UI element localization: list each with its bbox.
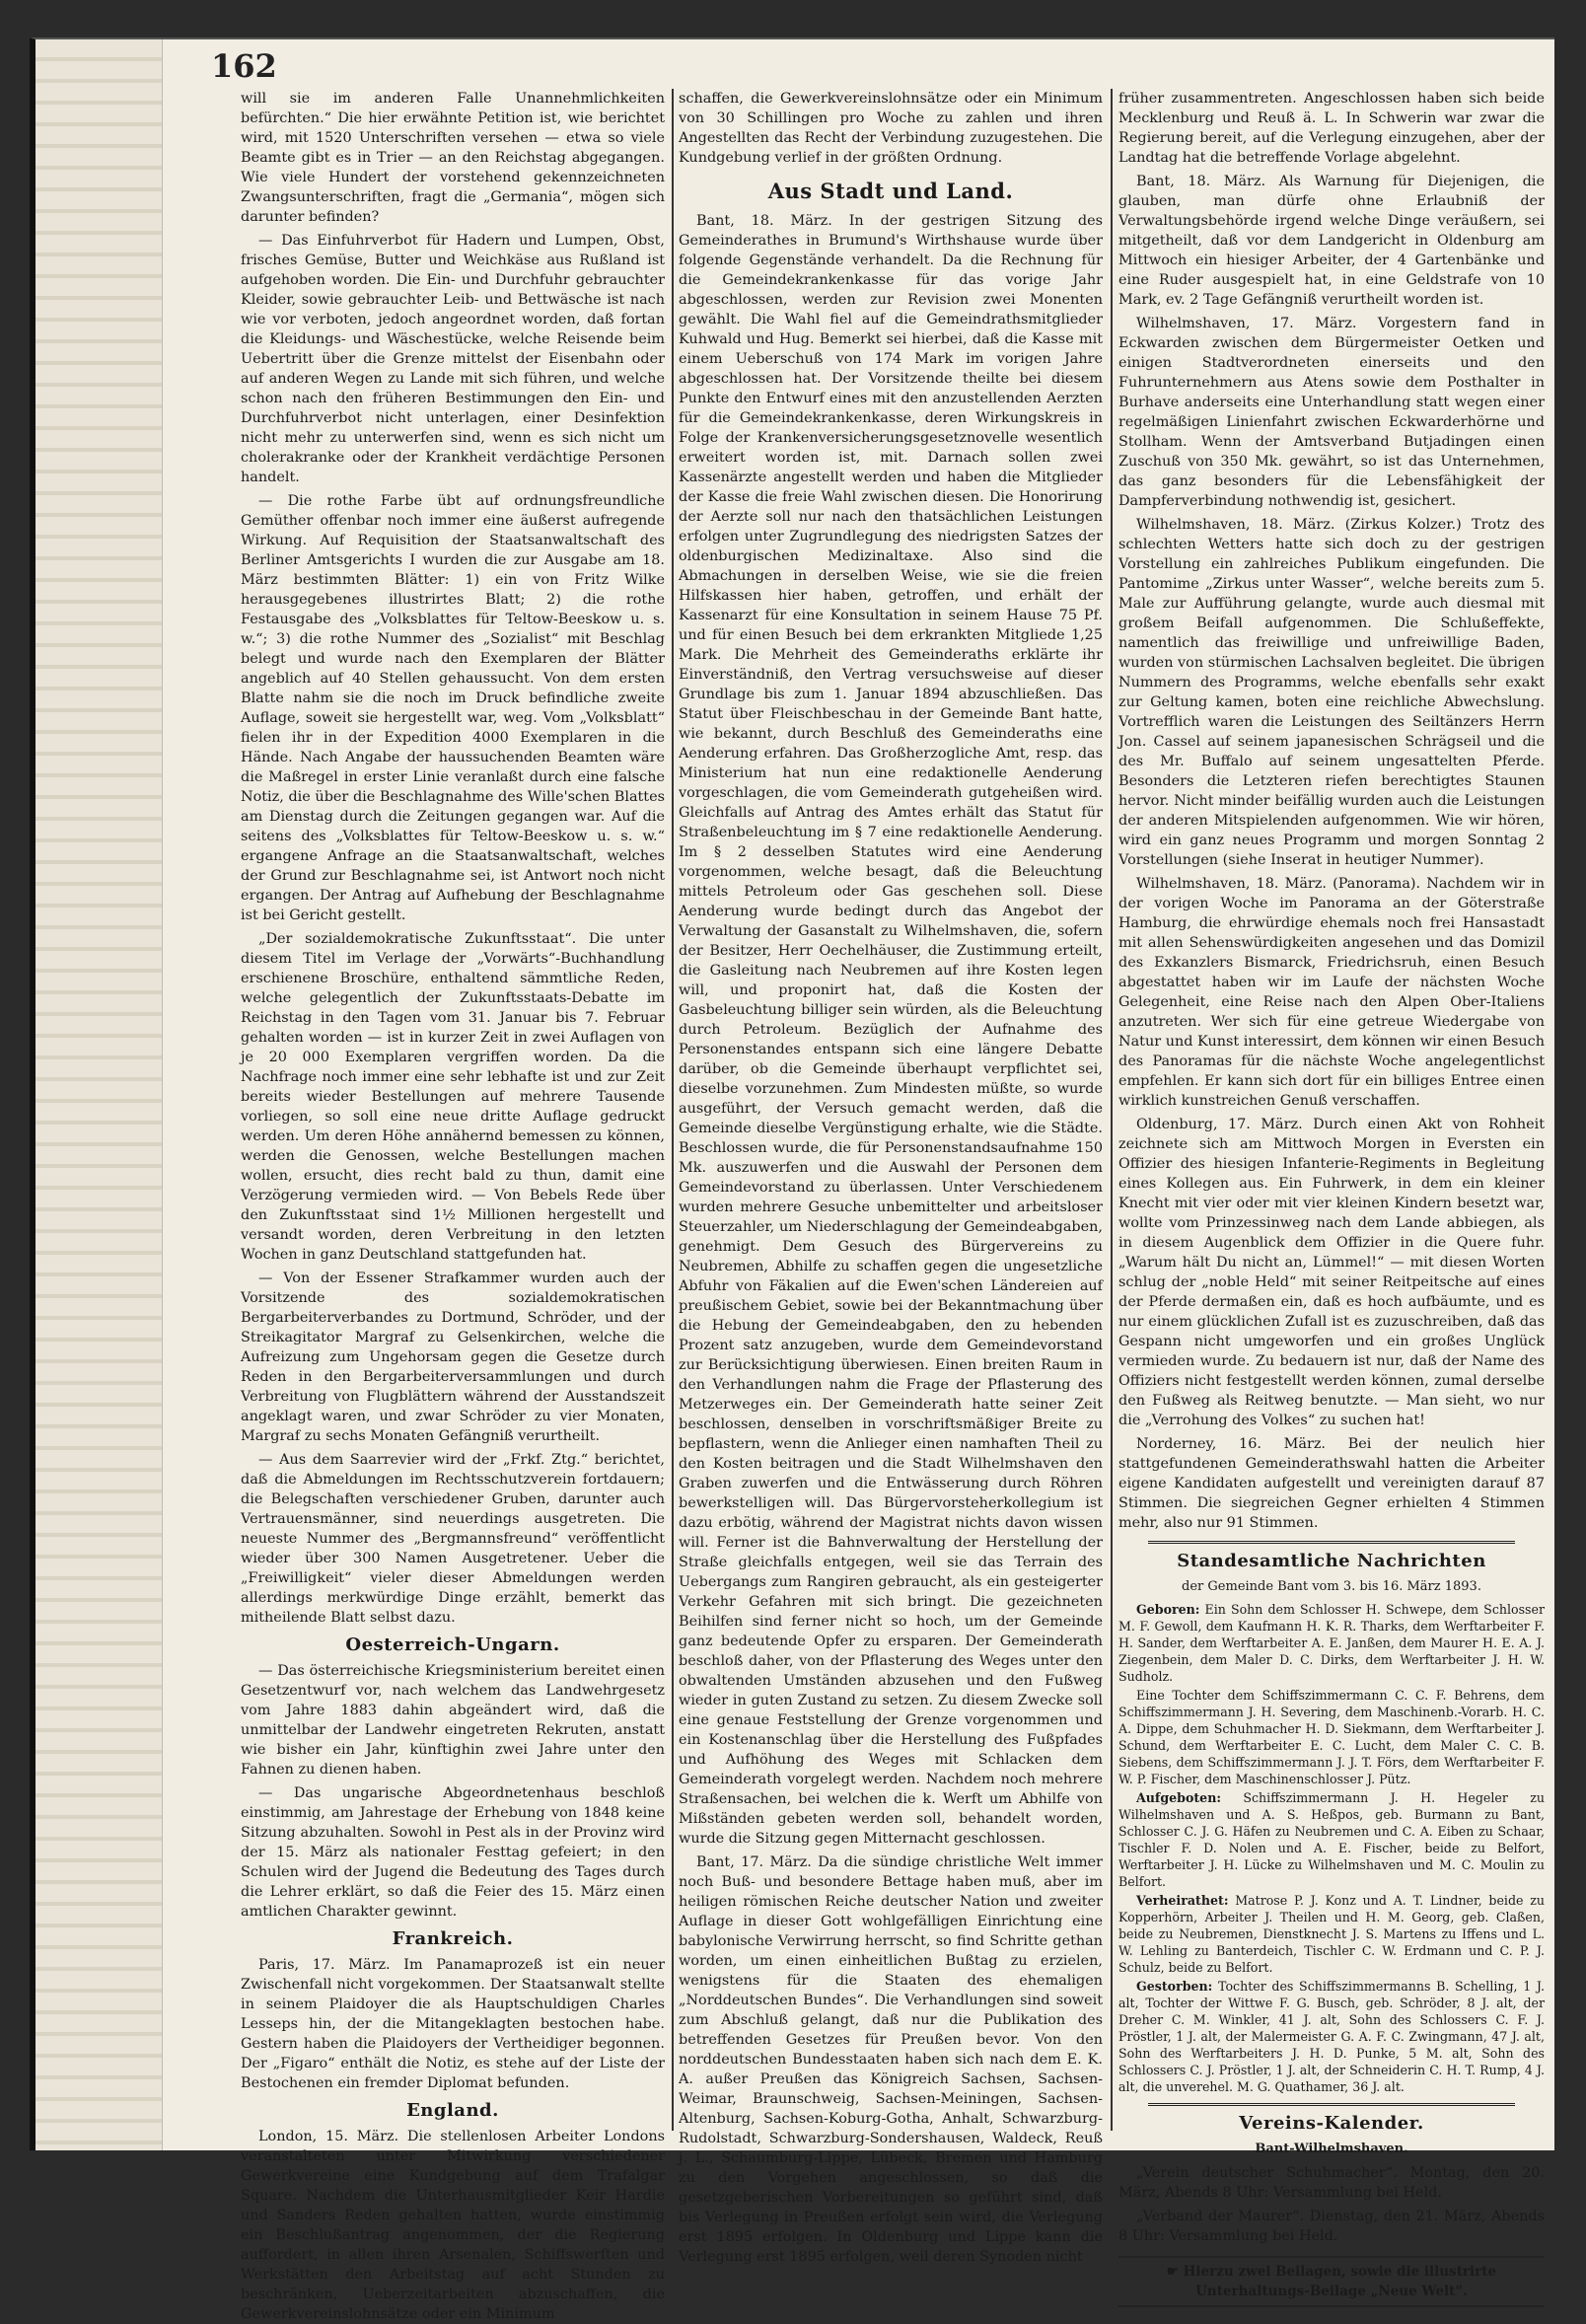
article-paragraph: will sie im anderen Falle Unannehmlichkeiten befürchten.“ Die hier erwähnte Petition ist, wie berichtet wird, mit 1520 Unterschriften versehen — etwa so viele Beamte gibt es in Trier — an den Reichstag abgegangen. Wie viele Hundert der vorstehend gekennzeichneten Zwangsunterschriften, fragt die „Germania“, mögen sich darunter befinden? [241,91,665,225]
article-paragraph: Paris, 17. März. Im Panamaprozeß ist ein neuer Zwischenfall nicht vorgekommen. Der Staatsanwalt stellte in seinem Plaidoyer die als Hauptschuldigen Charles Lesseps hin, der die Mitangeklagten bestochen habe. Gestern haben die Plaidoyers der Vertheidiger begonnen. Der „Figaro“ enthält die Notiz, es stehe auf der Liste der Bestochenen ein fremder Diplomat befunden. [241,1957,665,2091]
article-paragraph: Bant, 17. März. Da die sündige christliche Welt immer noch Buß- und besondere Bettage haben muß, aber im heiligen römischen Reiche deutscher Nation und zweiter Auflage in dieser Gott wohlgefälligen Einrichtung eine babylonische Verwirrung herrscht, so find Schritte gethan worden, um einen einheitlichen Bußtag zu erzielen, wenigstens für die Staaten des ehemaligen „Norddeutschen Bundes“. Die Verhandlungen sind soweit zum Abschluß gelangt, daß nur die Publikation des betreffenden Gesetzes für Preußen bevor. Von den norddeutschen Bundesstaaten haben sich nach dem E. K. A. außer Preußen das Königreich Sachsen, Sachsen-Weimar, Braunschweig, Sachsen-Meiningen, Sachsen-Altenburg, Sachsen-Koburg-Gotha, Anhalt, Schwarzburg-Rudolstadt, Schwarzburg-Sondershausen, Waldeck, Reuß j. L., Schaumburg-Lippe, Lübeck, Bremen und Hamburg zu den Vorgehen angeschlossen, so daß die gesetzgeberischen Vorbereitungen so geführt sind, daß bis Verlegung in Preußen erfolgt sein wird, die Verlegung erst 1895 erfolgen. In Oldenburg und Lippe kann die Verlegung erst 1895 erfolgen, weil deren Synoden nicht [679,1854,1103,2265]
article-paragraph: — Die rothe Farbe übt auf ordnungsfreundliche Gemüther offenbar noch immer eine äußerst aufregende Wirkung. Auf Requisition der Staatsanwaltschaft des Berliner Amtsgerichts I wurden die zur Ausgabe am 18. März bestimmten Blätter: 1) ein von Fritz Wilke herausgegebenes illustrirtes Blatt; 2) die rothe Festausgabe des „Volksblattes für Teltow-Beeskow u. s. w.“; 3) die rothe Nummer des „Sozialist“ mit Beschlag belegt und wurde nach den Exemplaren der Blätter angeblich auf 40 Stellen gehaussucht. Von dem ersten Blatte nahm sie die noch im Druck befindliche zweite Auflage, soweit sie hergestellt war, weg. Vom „Volksblatt“ fielen ihr in der Expedition 4000 Exemplaren in die Hände. Nach Angabe der haussuchenden Beamten wäre die Maßregel in erster Linie veranlaßt durch eine falsche Notiz, die über die Beschlagnahme des Wille'schen Blattes am Dienstag durch die Zeitungen gegangen war. Auf die seitens des „Volksblattes für Teltow-Beeskow u. s. w.“ ergangene Anfrage an die Staatsanwaltschaft, welches der Grund zur Beschlagnahme sei, ist Antwort noch nicht ergangen. Der Antrag auf Aufhebung der Beschlagnahme ist bei Gericht gestellt. [241,493,665,923]
registry-text: Schiffszimmermann J. H. Hegeler zu Wilhelmshaven und A. S. Heßpos, geb. Burmann zu Bant, Schlosser C. J. G. Häfen zu Neubremen und C. A. Eiben zu Schaar, Tischler F. D. Nolen und A. E. Fischer, beide zu Belfort, Werftarbeiter J. H. Lücke zu Wilhelmshaven und M. C. Moulin zu Belfort. [1118,1790,1545,1889]
section-divider [1148,1541,1515,1544]
section-divider [1148,2103,1515,2106]
newspaper-page [30,37,1554,2322]
section-heading-stadt-und-land: Aus Stadt und Land. [767,179,1014,203]
page-number: 162 [211,47,277,85]
registry-text: Eine Tochter dem Schiffszimmermann C. C. F. Behrens, dem Schiffszimmermann J. H. Severing, dem Maschinenb.-Vorarb. H. C. A. Dippe, dem Schuhmacher H. D. Siekmann, dem Werftarbeiter J. Schund, dem Werftarbeiter E. C. Lucht, dem Maler C. C. B. Siebens, dem Schiffszimmermann J. J. T. Förs, dem Werftarbeiter F. W. P. Fischer, dem Maschinenschlosser J. Pütz. [1118,1688,1545,1786]
column-1 [241,89,665,2322]
section-subtitle: der Gemeinde Bant vom 3. bis 16. März 1893. [1182,1579,1481,1594]
article-paragraph: London, 15. März. Die stellenlosen Arbeiter Londons veranstalteten unter Mitwirkung verschiedener Gewerkvereine eine Kundgebung auf dem Trafalgar Square. Nachdem die Unterhausmitglieder Keir Hardie und Sanders Reden gehalten hatten, wurde einstimmig ein Beschlußantrag angenommen, der die Regierung auffordert, in allen ihren Arsenalen, Schiffswerften und Werkstätten den Arbeitstag auf acht Stunden zu beschränken, Ueberzeitarbeiten abzuschaffen, die Gewerkvereinslohnsätze oder ein Minimum [241,2129,665,2322]
section-heading-standesamt: Standesamtliche Nachrichten [1177,1551,1486,1571]
article-paragraph: Wilhelmshaven, 18. März. (Zirkus Kolzer.) Trotz des schlechten Wetters hatte sich doch zu der gestrigen Vorstellung ein zahlreiches Publikum eingefunden. Die Pantomime „Zirkus unter Wasser“, welche bereits zum 5. Male zur Aufführung gelangte, wurde auch diesmal mit großem Beifall aufgenommen. Die Schlußeffekte, namentlich das freiwillige und unfreiwillige Baden, wurden von stürmischen Lachsalven begleitet. Die übrigen Nummern des Programms, welche ebenfalls sehr exakt zur Geltung kamen, boten eine reichliche Abwechslung. Vortrefflich waren die Leistungen des Seiltänzers Herrn Jon. Cassel auf seinem japanesischen Schrägseil und die des Mr. Buffalo auf seinem ungesattelten Pferde. Besonders die Letzteren riefen berechtigtes Staunen hervor. Nicht minder beifällig wurden auch die Leistungen der anderen Mitspielenden aufgenommen. Wie wir hören, wird ein ganz neues Programm und morgen Sonntag 2 Vorstellungen (siehe Inserat in heutiger Nummer). [1118,517,1545,868]
registry-entry [1118,1687,1545,1787]
registry-entry [1118,1601,1545,1685]
article-paragraph: — Von der Essener Strafkammer wurden auch der Vorsitzende des sozialdemokratischen Bergarbeiterverbandes zu Dortmund, Schröder, und der Streikagitator Margraf zu Gelsenkirchen, welche die Aufreizung zum Ungehorsam gegen die Gesetze durch Reden in den Bergarbeiterversammlungen und durch Verbreitung von Flugblättern während der Ausstandszeit angeklagt waren, und zwar Schröder zu vier Monaten, Margraf zu sechs Monaten Gefängniß verurtheilt. [241,1271,665,1444]
article-paragraph: — Das ungarische Abgeordnetenhaus beschloß einstimmig, am Jahrestage der Erhebung von 1848 keine Sitzung abzuhalten. Sowohl in Pest als in der Provinz wird der 15. März als nationaler Festtag gefeiert; in den Schulen wird der Jugend die Bedeutung des Tages durch die Lehrer erklärt, so daß die Feier des 15. März einen amtlichen Charakter gewinnt. [241,1785,665,1920]
registry-text: Matrose P. J. Konz und A. T. Lindner, beide zu Kopperhörn, Arbeiter J. Theilen und H. M. Georg, geb. Claßen, beide zu Neubremen, Dienstknecht J. S. Martens zu Iffens und L. W. Lehling zu Banterdeich, Tischler C. W. Erdmann und C. P. J. Schulz, beide zu Belfort. [1118,1893,1545,1975]
civil-registry-list [1118,1601,1545,2095]
registry-entry [1118,1978,1545,2095]
column-2 [679,89,1103,2265]
article-paragraph: schaffen, die Gewerkvereinslohnsätze oder ein Minimum von 30 Schillingen pro Woche zu zahlen und ihren Angestellten das Recht der Verbindung zuzugestehen. Die Kundgebung verlief in der größten Ordnung. [679,91,1103,166]
calendar-entry: „Verein deutscher Schuhmacher“. Montag, den 20. März, Abends 8 Uhr: Versammlung bei Held. [1118,2165,1545,2201]
binding-margin [36,39,163,2150]
article-paragraph: Wilhelmshaven, 17. März. Vorgestern fand in Eckwarden zwischen dem Bürgermeister Oetken und einigen Stadtverordneten einerseits und den Fuhrunternehmern aus Atens sowie dem Posthalter in Burhave anderseits eine Unterhandlung statt wegen einer regelmäßigen Linienfahrt zwischen Eckwarderhörne und Stollham. Wenn der Amtsverband Butjadingen einen Zuschuß von 350 Mk. gewährt, so ist das Unternehmen, das ganz besonders für die Lebensfähigkeit der Dampferverbindung nothwendig ist, gesichert. [1118,316,1545,509]
section-heading-frankreich: Frankreich. [392,1928,514,1949]
article-paragraph: — Aus dem Saarrevier wird der „Frkf. Ztg.“ berichtet, daß die Abmeldungen im Rechtsschutzverein fortdauern; die Belegschaften verschiedener Gruben, darunter auch Vertrauensmänner, sind neuerdings ausgetreten. Die neueste Nummer des „Bergmannsfreund“ veröffentlicht wieder über 300 Namen Ausgetretener. Ueber die „Freiwilligkeit“ vieler dieser Abmeldungen werden allerdings merkwürdige Dinge erzählt, bemerkt das mitheilende Blatt selbst dazu. [241,1452,665,1626]
calendar-entry: „Verband der Maurer“. Dienstag, den 21. März, Abends 8 Uhr: Versammlung bei Held. [1118,2209,1545,2244]
registry-text: Tochter des Schiffszimmermanns B. Schelling, 1 J. alt, Tochter der Wittwe F. G. Busch, geb. Schröder, 8 J. alt, der Dreher C. M. Winkler, 41 J. alt, Sohn des Schlossers C. F. J. Pröstler, 1 J. alt, der Malermeister G. A. F. C. Zwingmann, 47 J. alt, Sohn des Werftarbeiters J. H. D. Punke, 5 M. alt, Sohn des Schlossers C. J. Pröstler, 1 J. alt, der Schneiderin C. H. T. Rump, 4 J. alt, die unverehel. M. G. Quathamer, 36 J. alt. [1118,1979,1545,2094]
registry-entry [1118,1789,1545,1890]
section-heading-oesterreich: Oesterreich-Ungarn. [345,1634,560,1655]
article-paragraph: „Der sozialdemokratische Zukunftsstaat“. Die unter diesem Titel im Verlage der „Vorwärts“-Buchhandlung erschienene Broschüre, enthaltend sämmtliche Reden, welche gelegentlich der Zukunftsstaats-Debatte im Reichstag in den Tagen vom 31. Januar bis 7. Februar gehalten worden — ist in kurzer Zeit in zwei Auflagen von je 20 000 Exemplaren vergriffen worden. Da die Nachfrage noch immer eine sehr lebhafte ist und zur Zeit bereits wieder Bestellungen auf mehrere Tausende vorliegen, so soll eine neue dritte Auflage gedruckt werden. Um deren Höhe annähernd bemessen zu können, werden die Genossen, welche Bestellungen machen wollen, ersucht, dies recht bald zu thun, damit eine Verzögerung vermieden wird. — Von Bebels Rede über den Zukunftsstaat sind 1½ Millionen hergestellt und versandt worden, deren Verbreitung in den letzten Wochen in ganz Deutschland stattgefunden hat. [241,931,665,1263]
section-heading-vereins-kalender: Vereins-Kalender. [1239,2113,1424,2134]
registry-label: Geboren: [1136,1602,1200,1617]
registry-text: Ein Sohn dem Schlosser H. Schwepe, dem Schlosser M. F. Gewoll, dem Kaufmann H. K. R. Tharks, dem Werftarbeiter F. H. Sander, dem Werftarbeiter A. E. Janßen, dem Maurer H. E. A. J. Ziegenbein, dem Maler D. C. Dirks, dem Werftarbeiter J. H. W. Sudholz. [1118,1602,1545,1684]
supplement-note: ☛ Hierzu zwei Beilagen, sowie die illustrirte Unterhaltungs-Beilage „Neue Welt“. [1118,2256,1545,2307]
article-paragraph: — Das Einfuhrverbot für Hadern und Lumpen, Obst, frisches Gemüse, Butter und Weichkäse aus Rußland ist aufgehoben worden. Die Ein- und Durchfuhr gebrauchter Kleider, sowie gebrauchter Leib- und Bettwäsche ist nach wie vor verboten, jedoch angeordnet worden, daß fortan die Kleidungs- und Wäschestücke, welche Reisende beim Uebertritt über die Grenze mittelst der Eisenbahn oder auf anderen Wegen zu Lande mit sich führen, und welche schon nach den früheren Bestimmungen den Ein- und Durchfuhrverbot nicht unterlagen, einer Desinfektion nicht mehr zu unterwerfen sind, wenn es sich nicht um cholerakranke oder der Krankheit verdächtige Personen handelt. [241,233,665,485]
registry-label: Gestorben: [1136,1979,1213,1994]
column-rule [1111,89,1113,2131]
article-paragraph: früher zusammentreten. Angeschlossen haben sich beide Mecklenburg und Reuß ä. L. In Schwerin war zwar die Regierung bereit, auf die Verlegung einzugehen, aber der Landtag hat die betreffende Vorlage abgelehnt. [1118,91,1545,166]
column-rule [672,89,674,2131]
article-paragraph: — Das österreichische Kriegsministerium bereitet einen Gesetzentwurf vor, nach welchem das Landwehrgesetz vom Jahre 1883 dahin abgeändert wird, daß die unmittelbar der Landwehr eingetreten Rekruten, anstatt wie bisher ein Jahr, künftighin zwei Jahre unter den Fahnen zu dienen haben. [241,1663,665,1778]
article-paragraph: Bant, 18. März. Als Warnung für Diejenigen, die glauben, man dürfe ohne Erlaubniß der Verwaltungsbehörde irgend welche Dinge veräußern, sei mitgetheilt, daß vor dem Landgericht in Oldenburg am Mittwoch ein hiesiger Arbeiter, der 4 Gartenbänke und eine Ruder ausgespielt hat, in eine Geldstrafe von 10 Mark, ev. 2 Tage Gefängniß verurtheilt worden ist. [1118,174,1545,308]
column-3 [1118,89,1545,2299]
article-paragraph: Norderney, 16. März. Bei der neulich hier stattgefundenen Gemeinderathswahl hatten die Arbeiter eigene Kandidaten aufgestellt und vereinigten darauf 87 Stimmen. Die siegreichen Gegner erhielten 4 Stimmen mehr, also nur 91 Stimmen. [1118,1436,1545,1531]
section-subtitle: Bant-Wilhelmshaven. [1255,2142,1408,2156]
article-paragraph: Bant, 18. März. In der gestrigen Sitzung des Gemeinderathes in Brumund's Wirthshause wurde über folgende Gegenstände verhandelt. Da die Rechnung für die Gemeindekrankenkasse für das vorige Jahr abgeschlossen, werden zur Revision zwei Monenten gewählt. Die Wahl fiel auf die Gemeindrathsmitglieder Kuhwald und Hug. Bemerkt sei hierbei, daß die Kasse mit einem Ueberschuß von 174 Mark im vorigen Jahre abgeschlossen hat. Der Vorsitzende theilte bei diesem Punkte den Entwurf eines mit den anzustellenden Aerzten für die Gemeindekrankenkasse, deren Wirkungskreis in Folge der Krankenversicherungsgesetznovelle wesentlich erweitert worden ist, mit. Darnach sollen zwei Kassenärzte angestellt werden und haben die Mitglieder der Kasse die freie Wahl zwischen diesen. Die Honorirung der Aerzte soll nur nach den thatsächlichen Leistungen erfolgen unter Zugrundlegung des niedrigsten Satzes der oldenburgischen Medizinaltaxe. Also sind die Abmachungen in derselben Weise, wie sie die freien Hilfskassen hier haben, getroffen, und erhält der Kassenarzt für eine Konsultation in seinem Hause 75 Pf. und für einen Besuch bei dem erkrankten Mitgliede 1,25 Mark. Die Mehrheit des Gemeinderaths erklärte ihr Einverständniß, den Vertrag versuchsweise auf dieser Grundlage bis zum 1. Januar 1894 abzuschließen. Das Statut über Fleischbeschau in der Gemeinde Bant hatte, wie bekannt, durch Beschluß des Gemeinderaths eine Aenderung erfahren. Das Großherzogliche Amt, resp. das Ministerium hat nun eine redaktionelle Aenderung vorgeschlagen, die vom Gemeinderath gutgeheißen wird. Gleichfalls auf Antrag des Amtes erhält das Statut für Straßenbeleuchtung im § 7 eine redaktionelle Aenderung. Im § 2 desselben Statutes wird eine Aenderung vorgenommen, welche besagt, daß die Beleuchtung mittels Petroleum oder Gas geschehen soll. Diese Aenderung wurde bedingt durch das Angebot der Verwaltung der Gasanstalt zu Wilhelmshaven, die, sofern der Besitzer, Herr Oechelhäuser, die Zustimmung erteilt, die Gasleitung nach Neubremen auf ihre Kosten legen will, und proponirt hat, daß die Kosten der Gasbeleuchtung billiger sein würden, als die Beleuchtung durch Petroleum. Bezüglich der Aufnahme des Personenstandes entspann sich eine längere Debatte darüber, ob die Gemeinde überhaupt verpflichtet sei, dieselbe vorzunehmen. Zum Mindesten müßte, so wurde ausgeführt, der Versuch gemacht werden, daß die Gemeinde dieselbe Vergünstigung erhalte, wie die Städte. Beschlossen wurde, die für Personenstandsaufnahme 150 Mk. auszuwerfen und die Auswahl der Personen dem Gemeindevorstand zu überlassen. Unter Verschiedenem wurden mehrere Gesuche unbemittelter und arbeitsloser Steuerzahler, um Niederschlagung der Gemeindeabgaben, genehmigt. Dem Gesuch des Bürgervereins zu Neubremen, Abhilfe zu schaffen gegen die ungesetzliche Abfuhr von Fäkalien auf die Ewen'schen Ländereien auf preußischem Gebiet, sowie bei der Bekanntmachung über die Hebung der Gemeindeabgaben, den zu hebenden Prozent satz anzugeben, wurde dem Gemeindevorstand zur Berücksichtigung überwiesen. Einen breiten Raum in den Verhandlungen nahm die Frage der Pflasterung des Metzerweges ein. Der Gemeinderath hatte seiner Zeit beschlossen, denselben in vorschriftsmäßiger Breite zu bepflastern, wenn die Anlieger einen namhaften Theil zu den Kosten beitragen und die Stadt Wilhelmshaven den Graben zuwerfen und die Entwässerung durch Röhren bewerkstelligen will. Das Bürgervorsteherkollegium ist dazu erbötig, während der Magistrat nichts davon wissen will. Ferner ist die Bahnverwaltung der Herstellung der Straße gleichfalls entgegen, weil sie das Terrain des Uebergangs zum Rangiren gebraucht, als ein gesteigerter Verkehr Gefahren mit sich bringt. Die gezeichneten Beihilfen sind ferner nicht so hoch, um der Gemeinde ganz bedeutende Opfer zu ersparen. Der Gemeinderath beschloß daher, von der Pflasterung des Weges unter den obwaltenden Umständen abzusehen und den Fußweg wieder in guten Zustand zu setzen. Zu diesem Zwecke soll eine genaue Feststellung der Grenze vorgenommen und ein Kostenanschlag über die Herstellung des Fußpfades und Aufhöhung des Weges mit Schlacken dem Gemeinderath vorgelegt werden. Nachdem noch mehrere Straßensachen, bei welchen die k. Werft um Abhilfe von Mißständen gebeten werden soll, behandelt worden, wurde die Sitzung gegen Mitternacht geschlossen. [679,213,1103,1847]
article-paragraph: Wilhelmshaven, 18. März. (Panorama). Nachdem wir in der vorigen Woche im Panorama an der Göterstraße Hamburg, die ehrwürdige ehemals noch frei Hansastadt mit allen Sehenswürdigkeiten angesehen und das Domizil des Exkanzlers Bismarck, Friedrichsruh, einen Besuch abgestattet haben wir im Laufe der nächsten Woche Gelegenheit, eine Reise nach den Alpen Ober-Italiens anzutreten. Wer sich für eine getreue Wiedergabe von Natur und Kunst interessirt, dem können wir einen Besuch des Panoramas für die nächste Woche angelegentlichst empfehlen. Er kann sich dort für ein billiges Entree einen wirklich kunstreichen Genuß verschaffen. [1118,876,1545,1109]
article-paragraph: Oldenburg, 17. März. Durch einen Akt von Rohheit zeichnete sich am Mittwoch Morgen in Eversten ein Offizier des hiesigen Infanterie-Regiments in Begleitung eines Kollegen aus. Ein Fuhrwerk, in dem ein kleiner Knecht mit vier oder mit vier kleinen Kindern besetzt war, wollte vom Prinzessinweg nach dem Lande abbiegen, als in diesem Augenblick dem Offizier in die Quere fuhr. „Warum hält Du nicht an, Lümmel!“ — mit diesen Worten schlug der „noble Held“ mit seiner Reitpeitsche auf eines der Pferde dermaßen ein, daß es hoch aufbäumte, und es nur einem glücklichen Zufall ist es zuzuschreiben, daß das Gespann nicht umgeworfen und ein großes Unglück vermieden wurde. Zu bedauern ist nur, daß der Name des Offiziers nicht festgestellt werden können, zumal derselbe den Fußweg als Reitweg benutzte. — Man sieht, wo nur die „Verrohung des Volkes“ zu suchen hat! [1118,1117,1545,1428]
section-heading-england: England. [406,2100,499,2121]
registry-entry [1118,1892,1545,1976]
registry-label: Verheirathet: [1136,1893,1229,1908]
registry-label: Aufgeboten: [1136,1790,1222,1805]
